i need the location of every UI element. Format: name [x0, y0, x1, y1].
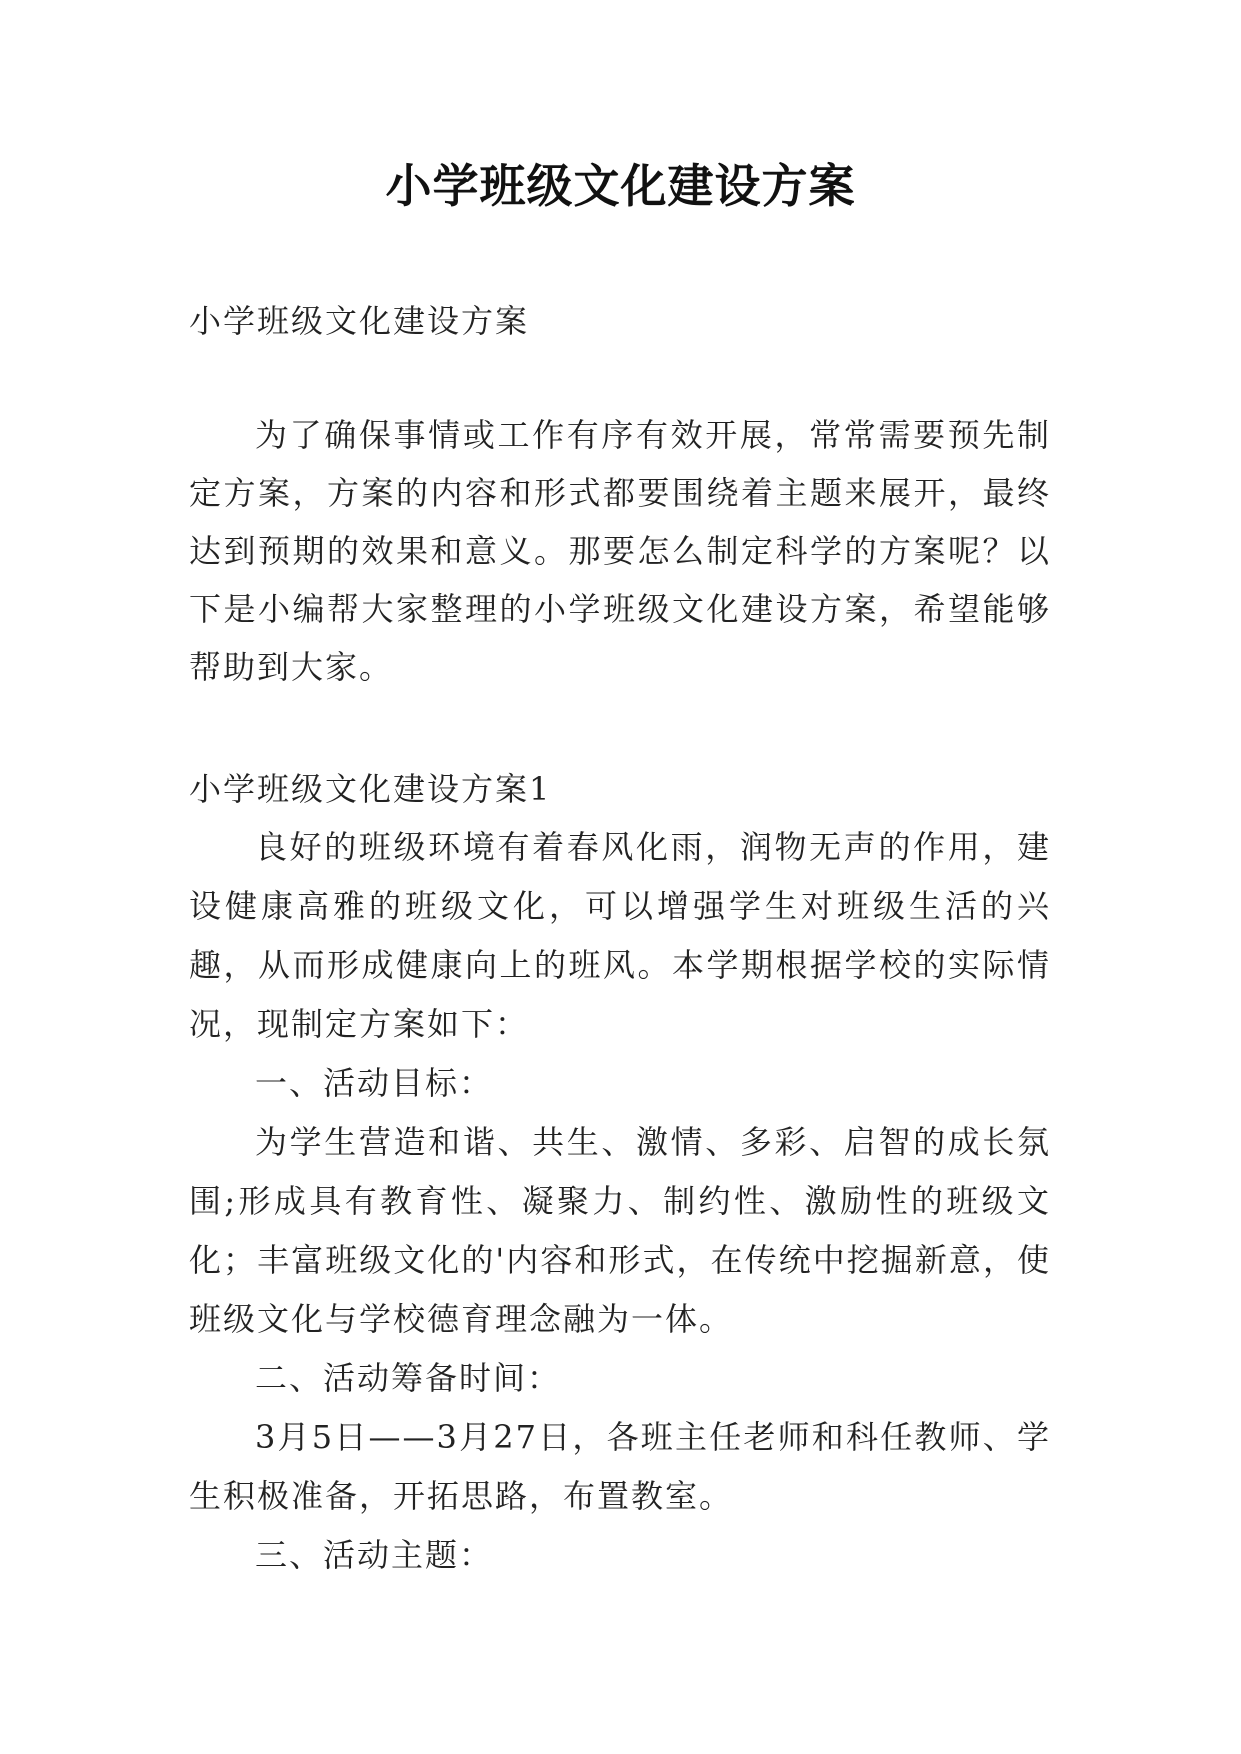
item-heading-goals: 一、活动目标： — [255, 1064, 494, 1102]
body-paragraph: 良好的班级环境有着春风化雨，润物无声的作用，建设健康高雅的班级文化，可以增强学生对班级生活的兴趣，从而形成健康向上的班风。本学期根据学校的实际情况，现制定方案如下： — [189, 828, 1051, 1043]
item-heading-prep-time: 二、活动筹备时间： — [255, 1359, 562, 1397]
section-body — [189, 818, 1051, 1585]
body-paragraph: 为学生营造和谐、共生、激情、多彩、启智的成长氛围;形成具有教育性、凝聚力、制约性、激励性的班级文化；丰富班级文化的'内容和形式，在传统中挖掘新意，使班级文化与学校德育理念融为一体。 — [189, 1123, 1051, 1338]
document-subtitle: 小学班级文化建设方案 — [189, 302, 530, 340]
body-paragraph: 3月5日——3月27日，各班主任老师和科任教师、学生积极准备，开拓思路，布置教室。 — [189, 1418, 1051, 1515]
page-title: 小学班级文化建设方案 — [385, 159, 856, 213]
intro-paragraph: 为了确保事情或工作有序有效开展，常常需要预先制定方案，方案的内容和形式都要围绕着主题来展开，最终达到预期的效果和意义。那要怎么制定科学的方案呢？以下是小编帮大家整理的小学班级文化建设方案，希望能够帮助到大家。 — [189, 416, 1051, 686]
section-heading: 小学班级文化建设方案1 — [189, 770, 552, 808]
item-heading-theme: 三、活动主题： — [255, 1536, 494, 1574]
